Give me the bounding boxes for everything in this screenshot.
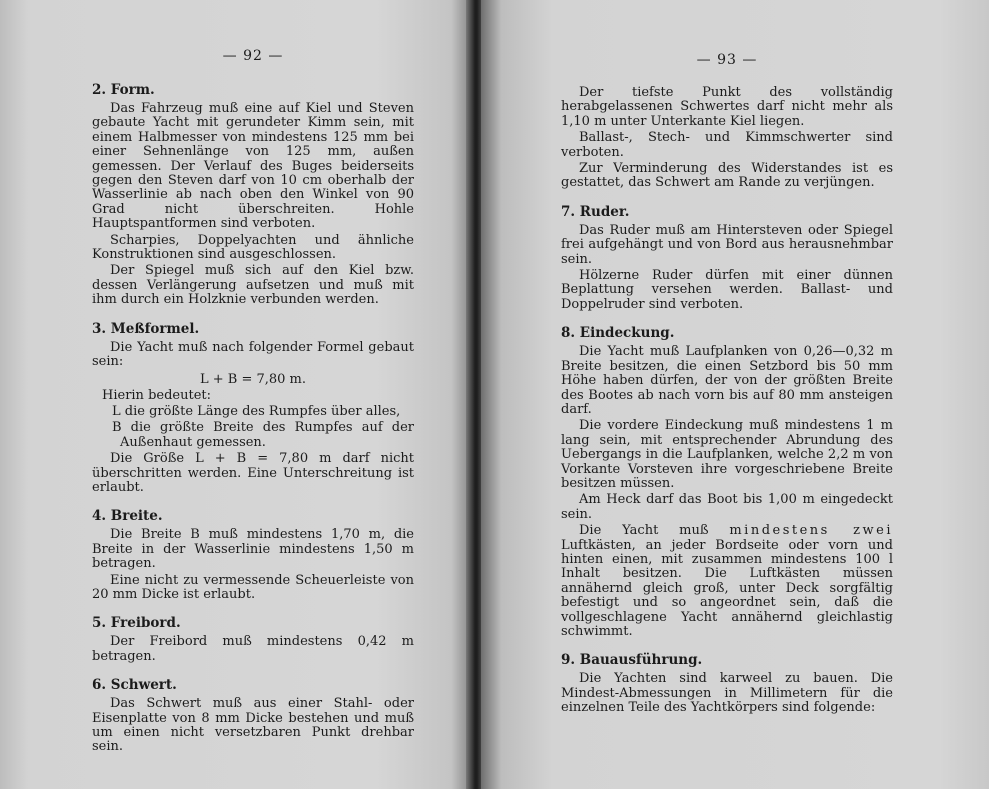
emphasized-text: mindestens zwei xyxy=(729,523,894,539)
text-run: Luftkästen, an jeder Bordseite oder vorn und hinten einen, mit zusammen mindestens 100 l Inhalt besitzen. Die Luftkästen müssen annähernd gleich groß, unter Deck sorgfältig befestigt und so angeordnet sein, daß die vollgeschlagene Yacht annähernd gleichlastig schwimmt. xyxy=(561,537,893,639)
section-freibord xyxy=(92,615,414,664)
section-schwert xyxy=(92,677,414,755)
right-page xyxy=(481,0,989,789)
section-heading: 5. Freibord. xyxy=(92,615,181,632)
section-heading: 3. Meßformel. xyxy=(92,320,200,337)
paragraph: Das Schwert muß aus einer Stahl- oder Eisenplatte von 8 mm Dicke bestehen und muß um einen nicht versetzbaren Punkt drehbar sein. xyxy=(92,696,414,755)
page-number: — 92 — xyxy=(222,48,284,64)
paragraph: Die Yacht muß Laufplanken von 0,26—0,32 m Breite besitzen, die einen Setzbord bis 50 mm Höhe haben dürfen, der von der größten Breite des Bootes ab nach vorn bis auf 80 mm ansteigen darf. xyxy=(561,344,893,417)
left-page xyxy=(0,0,470,789)
paragraph: Die Größe L + B = 7,80 m darf nicht überschritten werden. Eine Unterschreitung ist erlaubt. xyxy=(92,451,414,495)
definition-item: B die größte Breite des Rumpfes auf der Außenhaut gemessen. xyxy=(112,420,414,450)
section-eindeckung xyxy=(561,325,893,639)
paragraph: Scharpies, Doppelyachten und ähnliche Konstruktionen sind ausgeschlossen. xyxy=(92,232,414,263)
section-schwert-continued xyxy=(561,86,893,191)
paragraph: Ballast-, Stech- und Kimmschwerter sind verboten. xyxy=(561,130,893,160)
paragraph: Am Heck darf das Boot bis 1,00 m eingedeckt sein. xyxy=(561,492,893,522)
formula: L + B = 7,80 m. xyxy=(199,371,307,387)
page-number: — 93 — xyxy=(696,52,758,68)
paragraph: Das Fahrzeug muß eine auf Kiel und Steven gebaute Yacht mit gerundeter Kimm sein, mit einem Halbmesser von mindestens 125 mm bei einer Sehnenlänge von 125 mm, außen gemessen. Der Verlauf des Buges beiderseits gegen den Steven darf von 10 cm oberhalb der Wasserlinie ab nach oben den Winkel von 90 Grad nicht überschreiten. Hohle Hauptspantformen sind verboten. xyxy=(92,101,414,232)
paragraph: Die Yachten sind karweel zu bauen. Die Mindest-Abmessungen in Millimetern für die einzelnen Teile des Yachtkörpers sind folgende: xyxy=(561,671,893,716)
definition-item: L die größte Länge des Rumpfes über alles, xyxy=(112,403,401,419)
paragraph: Die Breite B muß mindestens 1,70 m, die Breite in der Wasserlinie mindestens 1,50 m betragen. xyxy=(92,527,414,572)
paragraph: Eine nicht zu vermessende Scheuerleiste von 20 mm Dicke ist erlaubt. xyxy=(92,572,414,602)
section-messformel xyxy=(92,321,414,496)
section-heading: 6. Schwert. xyxy=(92,677,177,694)
text-run: Die Yacht muß xyxy=(579,523,730,539)
paragraph: Der tiefste Punkt des vollständig herabgelassenen Schwertes darf nicht mehr als 1,10 m unter Unterkante Kiel liegen. xyxy=(561,85,893,129)
paragraph: Die vordere Eindeckung muß mindestens 1 m lang sein, mit entsprechender Abrundung des Uebergangs in die Laufplanken, welche 2,2 m von Vorkante Vorsteven ihre vorgeschriebene Breite besitzen müssen. xyxy=(561,418,893,491)
paragraph xyxy=(561,524,893,639)
section-form xyxy=(92,82,414,308)
paragraph: Hölzerne Ruder dürfen mit einer dünnen Beplattung versehen werden. Ballast- und Doppelruder sind verboten. xyxy=(561,268,893,312)
section-heading: 7. Ruder. xyxy=(561,203,630,220)
paragraph: Der Spiegel muß sich auf den Kiel bzw. dessen Verlängerung aufsetzen und muß mit ihm durch ein Holzknie verbunden werden. xyxy=(92,263,414,308)
paragraph: Zur Verminderung des Widerstandes ist es gestattet, das Schwert am Rande zu verjüngen. xyxy=(561,161,893,191)
section-heading: 4. Breite. xyxy=(92,508,163,525)
section-breite xyxy=(92,508,414,602)
definitions-lead: Hierin bedeutet: xyxy=(102,387,211,403)
section-heading: 9. Bauausführung. xyxy=(561,652,703,669)
paragraph: Der Freibord muß mindestens 0,42 m betragen. xyxy=(92,634,414,664)
section-heading: 2. Form. xyxy=(92,82,155,98)
paragraph: Die Yacht muß nach folgender Formel gebaut sein: xyxy=(92,339,414,370)
section-heading: 8. Eindeckung. xyxy=(561,325,675,342)
paragraph: Das Ruder muß am Hintersteven oder Spiegel frei aufgehängt und von Bord aus herausnehmbar sein. xyxy=(561,222,893,267)
section-bauausfuehrung xyxy=(561,652,893,715)
section-ruder xyxy=(561,204,893,312)
definitions xyxy=(102,389,414,451)
